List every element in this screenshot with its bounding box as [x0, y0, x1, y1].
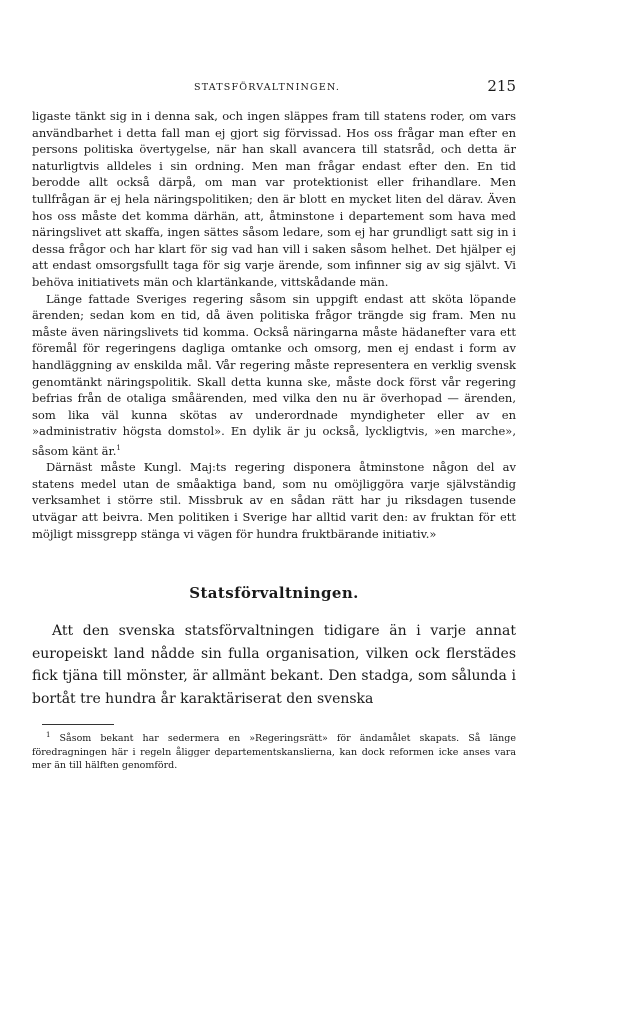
page-number: 215	[487, 77, 516, 95]
paragraph-1: ligaste tänkt sig in i denna sak, och ingen släppes fram till statens roder, om vars användbarhet i detta fall man ej gjort sig förvissad. Hos oss frågar man efter en persons politiska övertygelse, när han skall avancera till statsråd, och detta är naturligtvis alldeles i sin ordning. Men man frågar endast efter den. En tid berodde allt också därpå, om man var protektionist eller frihandlare. Men tullfrågan är ej hela näringspolitiken; den är blott en mycket liten del därav. Även hos oss måste det komma därhän, att, åtminstone i departement som hava med näringslivet att skaffa, ingen sättes såsom ledare, som ej har grundligt satt sig in i dessa frågor och har klart för sig vad han vill i saken såsom helhet. Det hjälper ej att endast omsorgsfullt taga för sig varje ärende, som infinner sig av sig självt. Vi behöva initiativets män och klartänkande, vittskådande män.	[32, 109, 516, 289]
section-paragraph: Att den svenska statsförvaltningen tidigare än i varje annat europeiskt land nådde sin fulla organisation, vilken ock flerstädes fick tjäna till mönster, är allmänt bekant. Den stadga, som sålunda i bortåt tre hundra år karaktäriserat den svenska	[32, 623, 516, 707]
footnote-marker: 1	[46, 731, 51, 740]
running-title: STATSFÖRVALTNINGEN.	[194, 82, 341, 93]
paragraph-2-text: Länge fattade Sveriges regering såsom sin uppgift endast att sköta löpande ärenden; sedan kom en tid, då även politiska frågor trängde sig fram. Men nu måste även näringslivets tid komma. Också näringarna måste hädanefter vara ett föremål för regeringens dagliga omtanke och omsorg, men ej endast i form av handläggning av enskilda mål. Vår regering måste representera en verklig svensk genomtänkt näringspolitik. Skall detta kunna ske, måste dock först vår regering befrias från de otaliga småärenden, med vilka den nu är överhopad — ärenden, som lika väl kunna skötas av underordnade myndigheter eller av en »administrativ högsta domstol». En dylik är ju också, lyckligtvis, »en marche», såsom känt är.	[32, 291, 516, 458]
paragraph-2	[32, 291, 516, 460]
footnote-rule	[42, 724, 114, 725]
section-heading: Statsförvaltningen.	[189, 584, 359, 603]
section-text	[32, 620, 516, 710]
book-page	[32, 74, 516, 772]
page-header	[32, 74, 516, 96]
footnote-reference: 1	[116, 443, 121, 452]
paragraph-3: Därnäst måste Kungl. Maj:ts regering disponera åtminstone någon del av statens medel utan de småaktiga band, som nu omöjliggöra varje självständig verksamhet i större stil. Missbruk av en sådan rätt har ju riksdagen tusende utvägar att beivra. Men politiken i Sverige har alltid varit den: av fruktan för ett möjligt missgrepp stänga vi vägen för hundra fruktbärande initiativ.»	[32, 460, 516, 541]
footnote	[32, 729, 516, 772]
body-text	[32, 108, 516, 542]
footnote-text: Såsom bekant har sedermera en »Regeringsrätt» för ändamålet skapats. Så länge föredragningen här i regeln åligger departementskanslierna, kan dock reformen icke anses vara mer än till hälften genomförd.	[32, 733, 516, 771]
